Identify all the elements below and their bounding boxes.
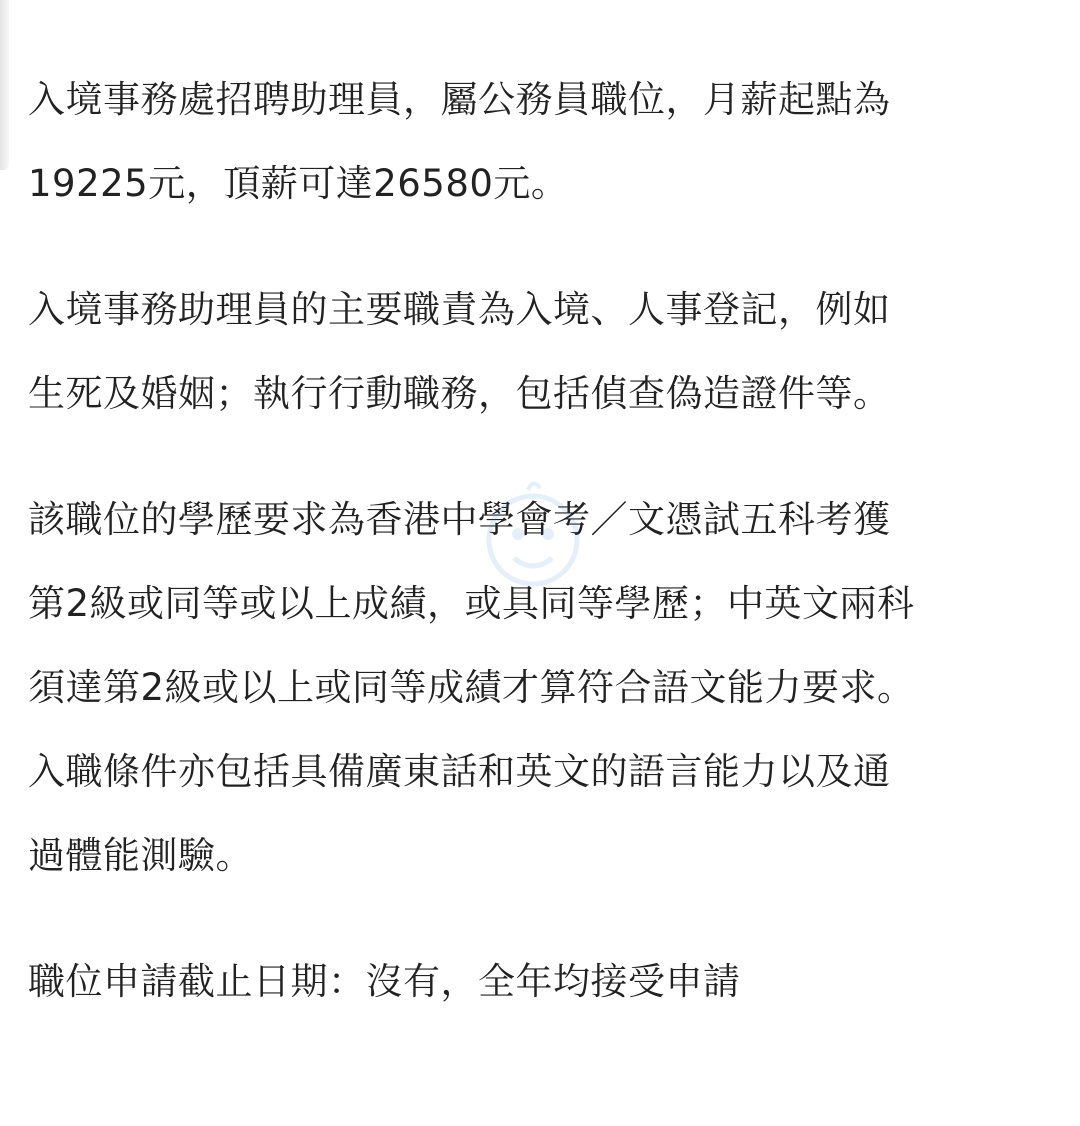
paragraph-recruitment xyxy=(28,58,1058,226)
baby-face-watermark-icon xyxy=(478,478,588,628)
paragraph-duties xyxy=(28,268,1058,436)
text-line: 過體能測驗。 xyxy=(28,834,253,877)
text-line: 入職條件亦包括具備廣東話和英文的語言能力以及通 xyxy=(28,750,891,793)
text-line: 職位申請截止日期：沒有，全年均接受申請 xyxy=(28,960,741,1003)
text-line: 該職位的學歷要求為香港中學會考／文憑試五科考獲 xyxy=(28,498,891,541)
cut-off-link-fragment[interactable] xyxy=(146,0,418,8)
cut-off-heading xyxy=(28,0,418,8)
cut-off-text-fragment xyxy=(28,0,84,8)
paragraph-deadline xyxy=(28,940,1058,1024)
text-line: 生死及婚姻；執行行動職務，包括偵查偽造證件等。 xyxy=(28,372,891,415)
text-line: 須達第2級或以上或同等成績才算符合語文能力要求。 xyxy=(28,666,915,709)
text-line: 入境事務助理員的主要職責為入境、人事登記，例如 xyxy=(28,288,891,331)
text-line: 入境事務處招聘助理員，屬公務員職位，月薪起點為 xyxy=(28,78,891,121)
text-line: 19225元，頂薪可達26580元。 xyxy=(28,162,569,205)
text-line: 第2級或同等或以上成績，或具同等學歷；中英文兩科 xyxy=(28,582,915,625)
left-edge-shadow xyxy=(0,0,9,170)
